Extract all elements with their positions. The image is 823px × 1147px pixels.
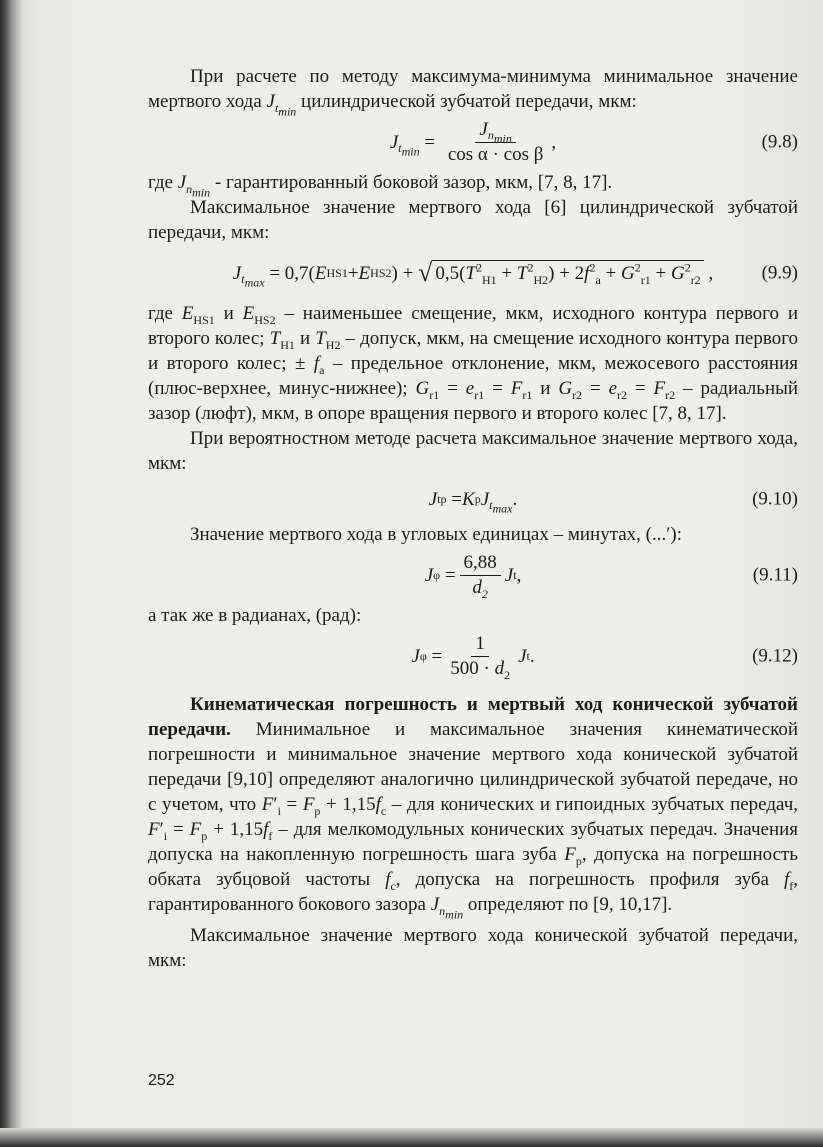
equation-9-11: J φ = $\frac{6,88}{d_2}$ J t , (9.11) [424,551,798,601]
page-bottom-edge [0,1128,823,1147]
paragraph-5: При вероятностном методе расчета максимальное значение мертвого хода, мкм: [148,428,798,474]
formula-inline: $J_{t_{min}}$ [266,91,297,119]
page-content [148,64,798,973]
equation-9-9: $J_{t_{max}}$ = 0,7( E HS1 + E HS2 ) + √ $0,5(T^2_{H1} + T^2_{H2}) + 2f^2_a + G^2_{r1} + G^2_{r2}$ , (9.9) [232,257,798,290]
paragraph-3: Максимальное значение мертвого хода [6] цилиндрической зубчатой передачи, мкм: [148,197,798,243]
paragraph-7: а так же в радианах, (рад): [148,605,362,626]
paragraph-4: где $E_{HS1}$ и $E_{HS2}$ – наименьшее смещение, мкм, исходного контура первого и второго колес; $T_{H1}$ и $T_{H2}$ – допуск, мкм, на смещение исходного контура первого и второго колес; ± $f_a$ – предельное отклонение, мкм, межосевого расстояния (плюс-верхнее, минус-нижнее); $G_{r1} = e_{r1} = F_{r1}$ и $G_{r2} = e_{r2} = F_{r2}$ – радиальный зазор (люфт), мкм, в опоре вращения первого и второго колес [7, 8, 17]. [148,303,799,424]
book-spine-shadow [0,0,22,1147]
equation-number: (9.12) [752,645,798,667]
equation-9-8: $J_{t_{min}}$ = $\frac{J_{n_{min}}}{\text{cos α · cos β}}$ , (9.8) [389,118,798,165]
equation-number: (9.11) [752,564,798,586]
paragraph-6: Значение мертвого хода в угловых единицах – минутах, (...′): [190,524,683,545]
equation-number: (9.9) [761,262,798,284]
paragraph-9: Максимальное значение мертвого хода конической зубчатой передачи, мкм: [148,925,798,971]
paragraph-2: где $J_{n_{min}}$ - гарантированный боковой зазор, мкм, [7, 8, 17]. [148,172,613,200]
equation-9-12: J φ = $\frac{1}{500 \cdot d_2}$ J t . (9.12) [411,632,798,682]
paragraph-8: Кинематическая погрешность и мертвый ход конической зубчатой передачи. Минимальное и максимальное значения кинематической погрешности и минимальное значение мертвого хода конической зубчатой передачи [9,10] определяют аналогично цилиндрической зубчатой передаче, но с учетом, что $F'_i = F_p + 1,15f_c$ – для конических и гипоидных зубчатых передач, $F'_i = F_p + 1,15f_f$ – для мелкомодульных конических зубчатых передач. Значения допуска на накопленную погрешность шага зуба $F_p$, допуска на погрешность обката зубцовой частоты $f_c$, допуска на погрешность профиля зуба $f_f$, гарантированного бокового зазора $J_{n_{min}}$ определяют по [9, 10,17]. [148,694,799,922]
equation-9-10: J tp = K p $J_{t_{max}}$ . (9.10) [428,488,798,516]
equation-number: (9.10) [752,488,798,510]
equation-number: (9.8) [761,131,798,153]
paragraph-1: При расчете по методу максимума-минимума минимальное значение мертвого хода $J_{t_{min}}$ цилиндрической зубчатой передачи, мкм: [148,66,798,119]
page-number: 252 [148,1072,175,1089]
